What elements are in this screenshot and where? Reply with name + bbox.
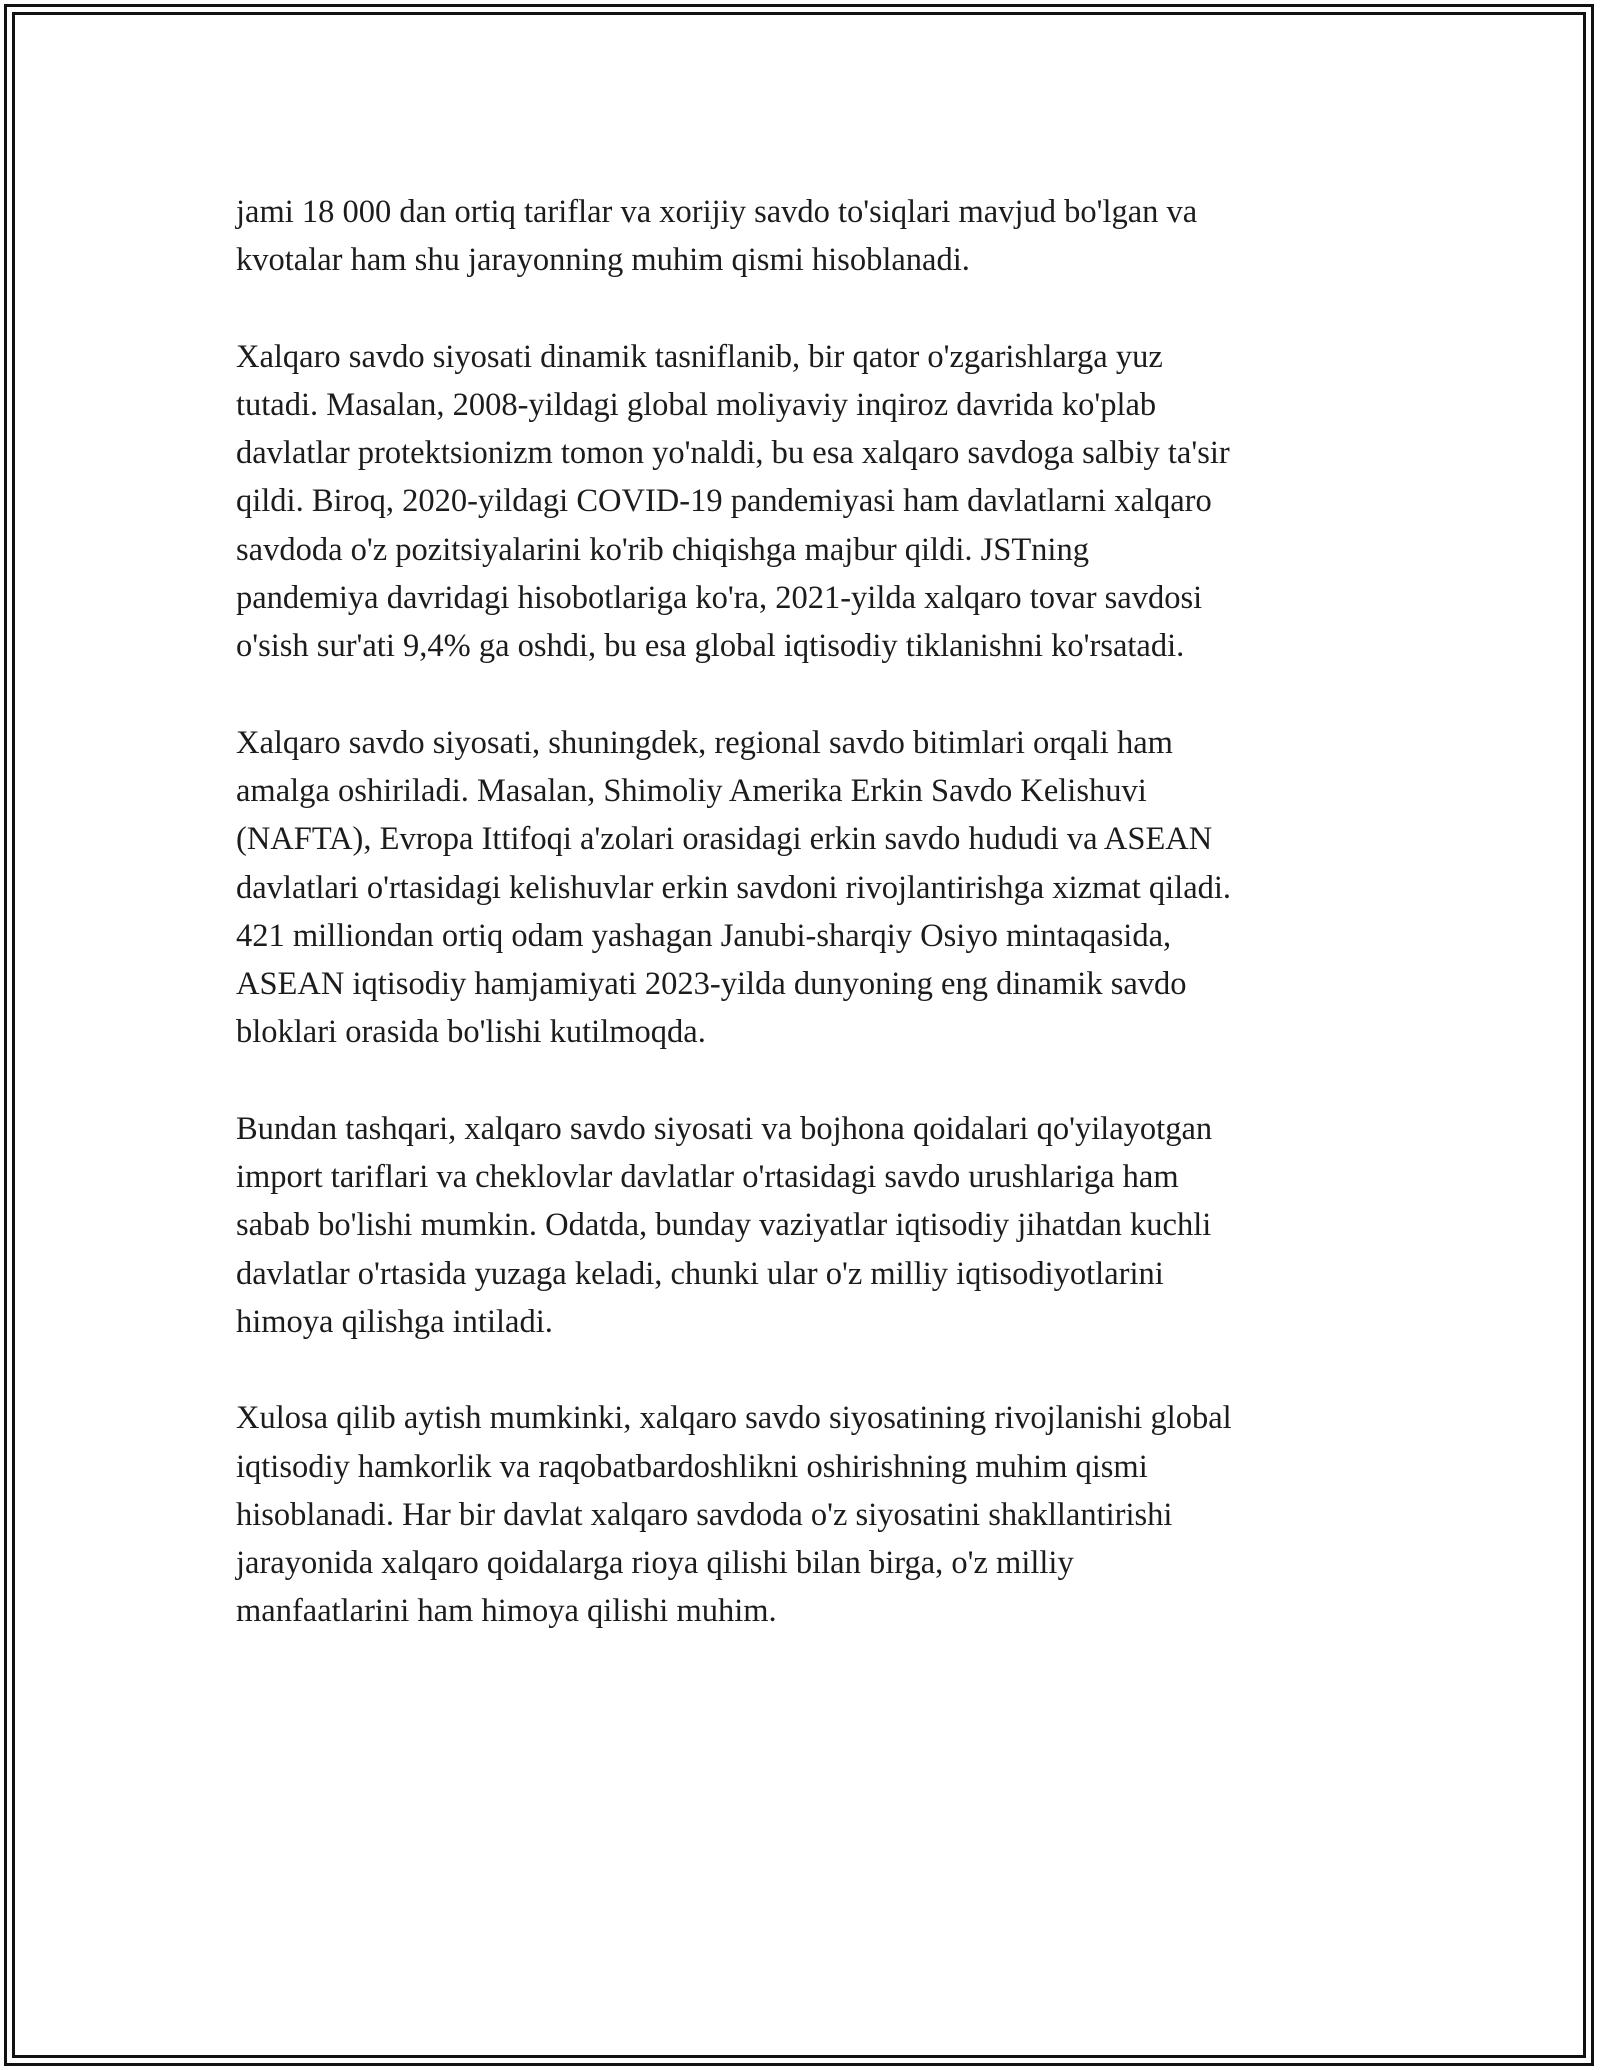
paragraph-2: Xalqaro savdo siyosati dinamik tasniflanib, bir qator o'zgarishlarga yuz tutadi. Masalan, 2008-yildagi global moliyaviy inqiroz davrida ko'plab davlatlar protektsionizm tomon yo'naldi, bu esa xalqaro savdoga salbiy ta'sir qildi. Biroq, 2020-yildagi COVID-19 pandemiyasi ham davlatlarni xalqaro savdoda o'z pozitsiyalarini ko'rib chiqishga majbur qildi. JSTning pandemiya davridagi hisobotlariga ko'ra, 2021-yilda xalqaro tovar savdosi o'sish sur'ati 9,4% ga oshdi, bu esa global iqtisodiy tiklanishni ko'rsatadi. — [236, 338, 1230, 665]
paragraph-1: jami 18 000 dan ortiq tariflar va xorijiy savdo to'siqlari mavjud bo'lgan va kvotalar ham shu jarayonning muhim qismi hisoblanadi. — [236, 194, 1198, 279]
paragraph-4: Bundan tashqari, xalqaro savdo siyosati va bojhona qoidalari qo'yilayotgan import tariflari va cheklovlar davlatlar o'rtasidagi savdo urushlariga ham sabab bo'lishi mumkin. Odatda, bunday vaziyatlar iqtisodiy jihatdan kuchli davlatlar o'rtasida yuzaga keladi, chunki ular o'z milliy iqtisodiyotlarini himoya qilishga intiladi. — [236, 1110, 1213, 1340]
paragraph-5: Xulosa qilib aytish mumkinki, xalqaro savdo siyosatining rivojlanishi global iqtisodiy hamkorlik va raqobatbardoshlikni oshirishning muhim qismi hisoblanadi. Har bir davlat xalqaro savdoda o'z siyosatini shakllantirishi jarayonida xalqaro qoidalarga rioya qilishi bilan birga, o'z milliy manfaatlarini ham himoya qilishi muhim. — [236, 1400, 1232, 1630]
document-body — [236, 188, 1366, 1684]
paragraph-3: Xalqaro savdo siyosati, shuningdek, regional savdo bitimlari orqali ham amalga oshiriladi. Masalan, Shimoliy Amerika Erkin Savdo Kelishuvi (NAFTA), Evropa Ittifoqi a'zolari orasidagi erkin savdo hududi va ASEAN davlatlari o'rtasidagi kelishuvlar erkin savdoni rivojlantirishga xizmat qiladi. 421 milliondan ortiq odam yashagan Janubi-sharqiy Osiyo mintaqasida, ASEAN iqtisodiy hamjamiyati 2023-yilda dunyoning eng dinamik savdo bloklari orasida bo'lishi kutilmoqda. — [236, 724, 1232, 1051]
